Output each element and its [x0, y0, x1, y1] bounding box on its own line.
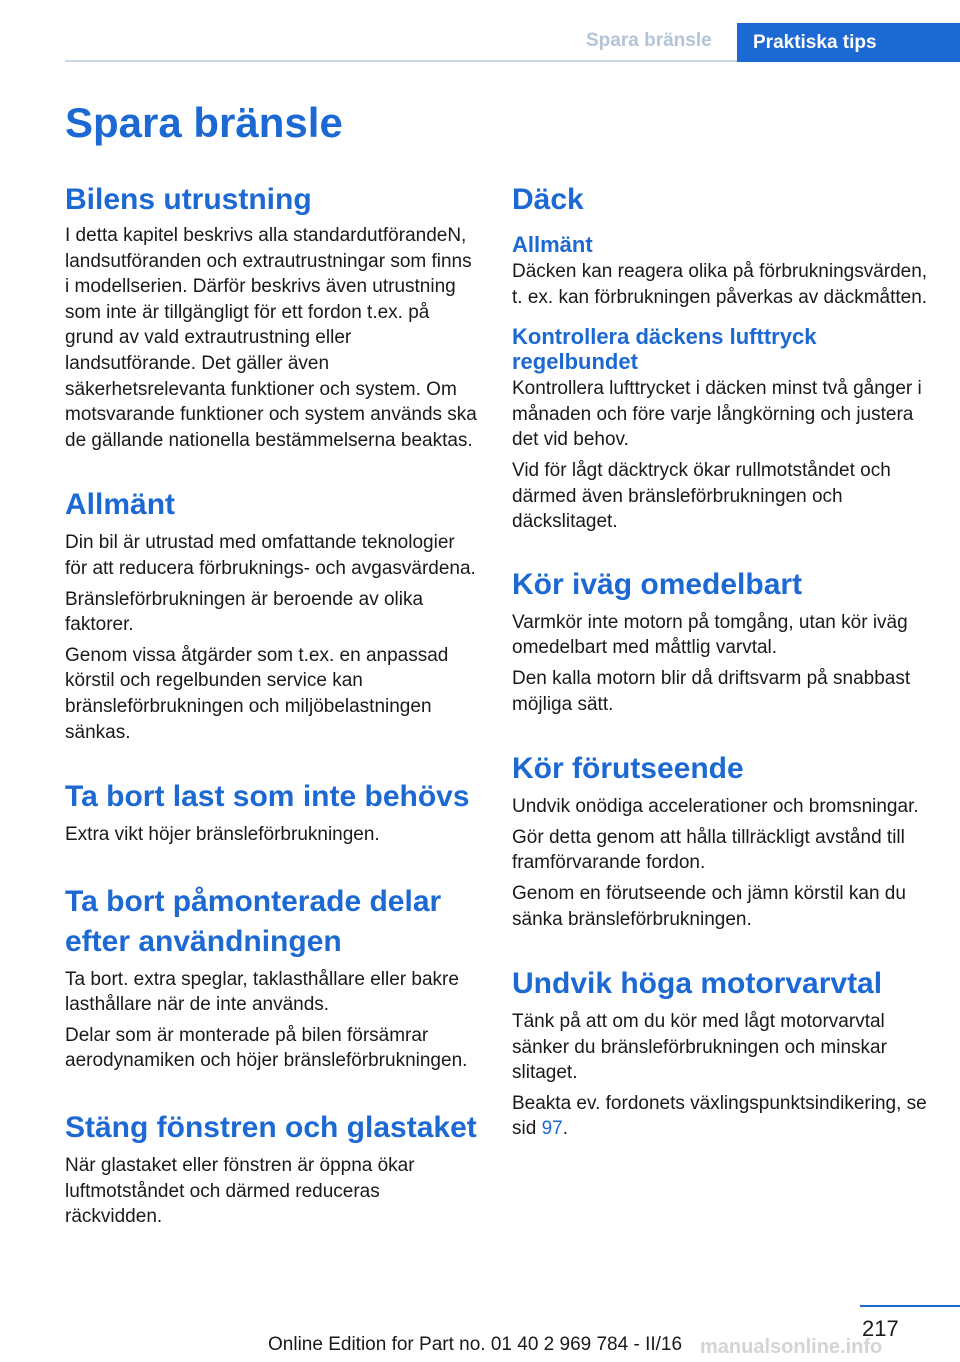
- paragraph: Extra vikt höjer bränsleförbrukningen.: [65, 824, 380, 846]
- paragraph: Vid för lågt däcktryck ökar rullmotståndet och därmed även bränsleförbrukningen och däckslitaget.: [512, 459, 891, 533]
- paragraph: Däcken kan reagera olika på förbrukningsvärden, t. ex. kan förbrukningen påverkas av däckmåtten.: [512, 261, 928, 308]
- section-load: [65, 777, 481, 848]
- watermark: manualsonline.info: [700, 1336, 883, 1358]
- paragraph: Genom vissa åtgärder som t.ex. en anpassad körstil och regelbunden service kan bränsleförbrukningen och miljöbelastningen sänkas.: [65, 644, 449, 743]
- paragraph: Undvik onödiga accelerationer och bromsningar.: [512, 796, 919, 818]
- heading-tyres: Däck: [512, 183, 584, 216]
- left-column: [65, 180, 481, 1230]
- paragraph: Den kalla motorn blir då driftsvarm på snabbast möjliga sätt.: [512, 667, 911, 715]
- header-section-label: Spara bränsle: [586, 30, 712, 51]
- paragraph-end: .: [562, 1118, 568, 1140]
- paragraph: Gör detta genom att hålla tillräckligt avstånd till framförvarande fordon.: [512, 826, 905, 874]
- section-high-revs: [512, 964, 932, 1142]
- heading-high-revs: Undvik höga motorvarvtal: [512, 967, 883, 1001]
- section-equipment: [65, 180, 481, 453]
- heading-load: Ta bort last som inte behövs: [65, 780, 470, 814]
- section-drive-off: [512, 565, 932, 717]
- heading-mounted-parts: Ta bort påmonterade delar efter användningen: [65, 884, 442, 958]
- paragraph: Delar som är monterade på bilen försämrar aerodynamiken och höjer bränsleförbrukningen.: [65, 1024, 468, 1072]
- paragraph: Bränsleförbrukningen är beroende av olika faktorer.: [65, 588, 424, 636]
- section-mounted-parts: [65, 882, 481, 1074]
- heading-general: Allmänt: [65, 488, 176, 522]
- section-anticipate: [512, 749, 932, 932]
- page-number: 217: [862, 1316, 899, 1341]
- header-chapter-tab: Praktiska tips: [737, 23, 960, 62]
- heading-anticipate: Kör förutseende: [512, 752, 744, 786]
- page-title: Spara bränsle: [65, 99, 343, 146]
- heading-equipment: Bilens utrustning: [65, 183, 312, 216]
- footer-rule: [860, 1305, 960, 1307]
- edition-note: Online Edition for Part no. 01 40 2 969 784 - II/16: [268, 1334, 683, 1355]
- paragraph: Genom en förutseende och jämn körstil kan du sänka bränsleförbrukningen.: [512, 882, 906, 930]
- paragraph: Tänk på att om du kör med lågt motorvarvtal sänker du bränsleförbrukningen och minskar slitaget.: [512, 1011, 887, 1084]
- heading-windows: Stäng fönstren och glastaket: [65, 1111, 477, 1145]
- paragraph: Kontrollera lufttrycket i däcken minst två gånger i månaden och före varje långkörning och justera det vid behov.: [512, 378, 922, 451]
- subheading-tyre-pressure: Kontrollera däckens lufttryck regelbundet: [512, 324, 817, 375]
- section-general: [65, 485, 481, 745]
- paragraph: Varmkör inte motorn på tomgång, utan kör iväg omedelbart med måttlig varvtal.: [512, 611, 908, 659]
- page-reference-link[interactable]: 97: [541, 1118, 563, 1140]
- paragraph: [512, 1091, 932, 1142]
- paragraph: När glastaket eller fönstren är öppna ökar luftmotståndet och därmed reduceras räckvidden.: [65, 1155, 415, 1228]
- section-windows: [65, 1108, 481, 1230]
- subheading-tyres-general: Allmänt: [512, 232, 593, 257]
- paragraph-text: Beakta ev. fordonets växlingspunktsindikering, se sid: [512, 1092, 927, 1140]
- right-column: [512, 180, 932, 1142]
- section-tyres: [512, 180, 932, 535]
- paragraph: Ta bort. extra speglar, taklasthållare eller bakre lasthållare när de inte används.: [65, 968, 459, 1016]
- paragraph: Din bil är utrustad med omfattande teknologier för att reducera förbruknings- och avgasvärdena.: [65, 532, 476, 579]
- heading-drive-off: Kör iväg omedelbart: [512, 567, 803, 601]
- paragraph: I detta kapitel beskrivs alla standardutförandeN, landsutföranden och extrautrustningar som finns i modellserien. Därför beskrivs även utrustning som inte är tillgängligt för ett fordon t.ex. på grund av vald extrautrustning eller landsutförande. Det gäller även säkerhetsrelevanta funktioner och system. Om motsvarande funktioner och system används ska de gällande nationella bestämmelserna beaktas.: [65, 225, 477, 451]
